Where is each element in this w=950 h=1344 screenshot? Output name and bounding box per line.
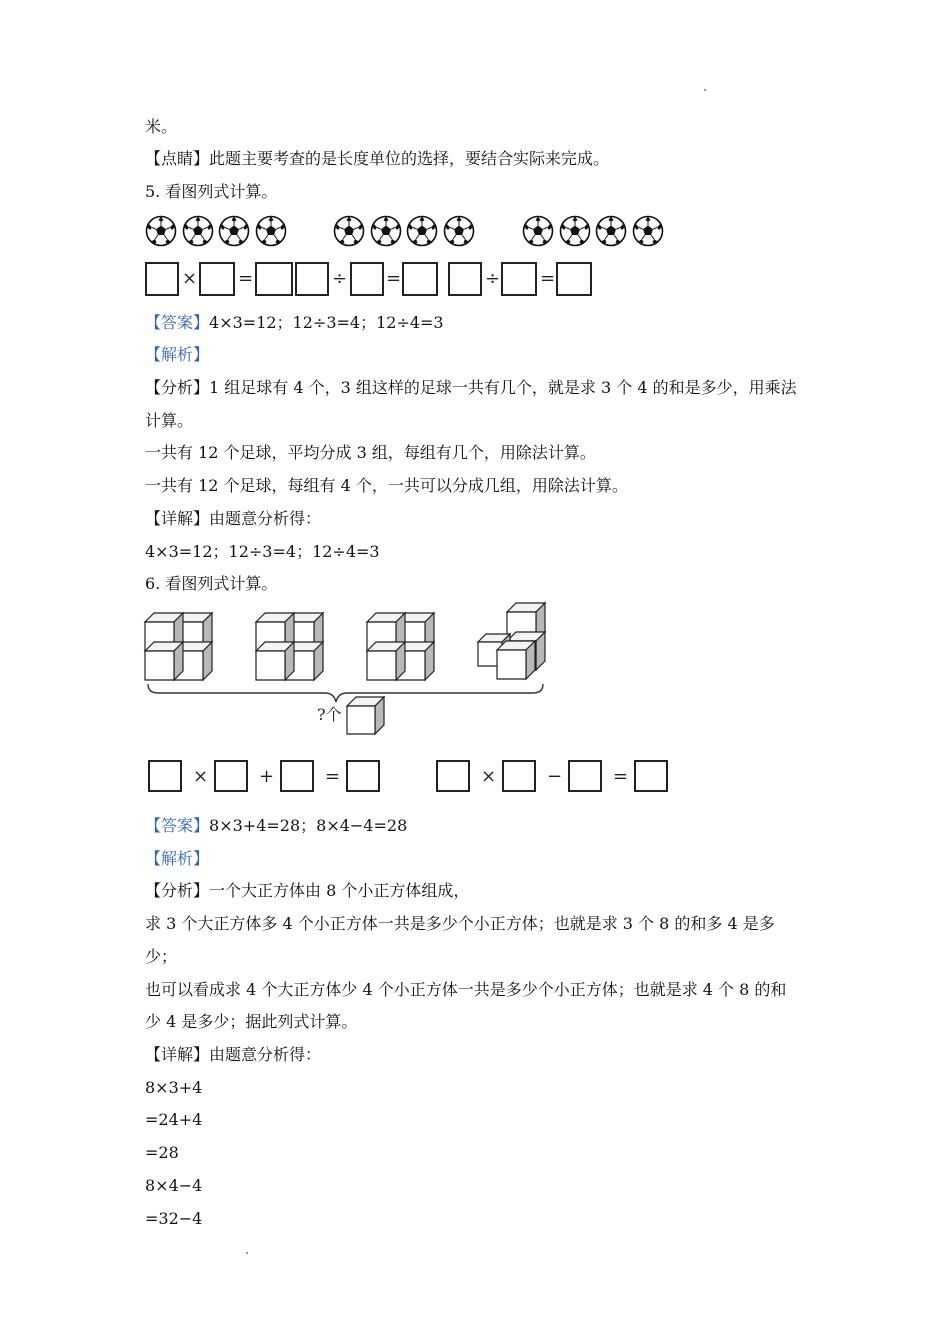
q6-box-8[interactable]	[634, 760, 668, 792]
q6-fenxi-4: 也可以看成求 4 个大正方体少 4 个小正方体一共是多少个小正方体；也就是求 4 个 8 的和	[145, 980, 787, 999]
q6-fenxi-3: 少；	[145, 947, 178, 966]
unit-cube	[347, 697, 384, 734]
q5-box-4[interactable]	[295, 262, 329, 296]
soccer-ball-icon	[595, 215, 627, 251]
q5-equals-sign-2: =	[386, 268, 402, 289]
q6-answer-tag: 【答案】	[145, 816, 210, 835]
soccer-ball-icon	[559, 215, 591, 251]
q5-result: 4×3=12；12÷3=4；12÷4=3	[145, 542, 380, 561]
q6-box-3[interactable]	[280, 760, 314, 792]
soccer-ball-icon	[443, 215, 475, 251]
q6-jiexi: 【解析】	[145, 849, 210, 868]
q5-box-2[interactable]	[199, 262, 235, 296]
soccer-ball-icon	[182, 215, 214, 251]
q5-box-5[interactable]	[350, 262, 384, 296]
q6-times-sign-1: ×	[193, 766, 209, 787]
q6-box-4[interactable]	[346, 760, 380, 792]
q6-step-5: =32−4	[145, 1209, 203, 1228]
q6-answer	[145, 815, 407, 837]
cube-front-face	[367, 651, 396, 680]
q6-step-3: =28	[145, 1143, 179, 1162]
q6-question-label: ?个	[317, 705, 342, 724]
q6-box-2[interactable]	[214, 760, 248, 792]
q6-box-6[interactable]	[502, 760, 536, 792]
q6-times-sign-2: ×	[481, 766, 497, 787]
q6-box-5[interactable]	[436, 760, 470, 792]
big-cube-2	[256, 613, 323, 680]
soccer-ball-icon	[370, 215, 402, 251]
small-cubes-group	[478, 603, 545, 679]
q5-answer-tag: 【答案】	[145, 313, 210, 332]
q5-answer-text: 4×3=12；12÷3=4；12÷4=3	[209, 313, 444, 332]
soccer-ball-icon	[406, 215, 438, 251]
q5-title: 5. 看图列式计算。	[145, 182, 278, 201]
q5-box-1[interactable]	[145, 262, 179, 296]
q5-times-sign: ×	[182, 268, 198, 289]
cube-front-face	[145, 651, 174, 680]
q5-box-9[interactable]	[556, 262, 592, 296]
q5-divide-sign-2: ÷	[485, 268, 501, 289]
big-cube-3	[367, 613, 434, 680]
dianjing-text: 【点睛】此题主要考查的是长度单位的选择，要结合实际来完成。	[145, 149, 610, 168]
soccer-ball-icon	[255, 215, 287, 251]
q5-equals-sign-3: =	[540, 268, 556, 289]
q5-fenxi-4: 一共有 12 个足球，每组有 4 个，一共可以分成几组，用除法计算。	[145, 476, 628, 495]
q6-box-1[interactable]	[148, 760, 182, 792]
soccer-ball-icon	[632, 215, 664, 251]
q5-box-6[interactable]	[402, 262, 438, 296]
q6-equals-sign-2: =	[613, 766, 629, 787]
q6-minus-sign: −	[547, 766, 563, 787]
q6-fenxi-5: 少 4 是多少；据此列式计算。	[145, 1012, 358, 1031]
q6-equals-sign-1: =	[325, 766, 341, 787]
q5-box-7[interactable]	[448, 262, 482, 296]
q5-fenxi-3: 一共有 12 个足球，平均分成 3 组，每组有几个，用除法计算。	[145, 443, 596, 462]
cube-front-face	[256, 651, 285, 680]
q5-divide-sign-1: ÷	[332, 268, 348, 289]
brace	[148, 684, 543, 702]
soccer-ball-icon	[333, 215, 365, 251]
q6-box-7[interactable]	[568, 760, 602, 792]
soccer-ball-icon	[218, 215, 250, 251]
q6-fenxi-1: 【分析】一个大正方体由 8 个小正方体组成，	[145, 881, 470, 900]
cubes-figure	[140, 598, 560, 743]
q6-step-1: 8×3+4	[145, 1078, 203, 1097]
q5-equals-sign-1: =	[238, 268, 254, 289]
soccer-ball-icon	[522, 215, 554, 251]
text-top: 米。	[145, 117, 178, 136]
q6-title: 6. 看图列式计算。	[145, 574, 278, 593]
q6-fenxi-2: 求 3 个大正方体多 4 个小正方体一共是多少个小正方体；也就是求 3 个 8 的和多 4 是多	[145, 914, 775, 933]
q6-step-4: 8×4−4	[145, 1176, 203, 1195]
q5-fenxi-2: 计算。	[145, 411, 194, 430]
soccer-ball-icon	[145, 215, 177, 251]
big-cube-1	[145, 613, 212, 680]
q5-box-3[interactable]	[255, 262, 293, 296]
q5-jiexi: 【解析】	[145, 345, 210, 364]
q5-fenxi-1: 【分析】1 组足球有 4 个，3 组这样的足球一共有几个，就是求 3 个 4 的和是多少，用乘法	[145, 378, 797, 397]
cube-front-face	[497, 650, 526, 679]
q6-answer-text: 8×3+4=28；8×4−4=28	[209, 816, 408, 835]
q5-answer	[145, 312, 444, 334]
q6-plus-sign: +	[259, 766, 275, 787]
cube-front-face	[347, 706, 375, 734]
q6-step-2: =24+4	[145, 1110, 203, 1129]
q5-xiangjie: 【详解】由题意分析得：	[145, 509, 322, 528]
q5-box-8[interactable]	[501, 262, 537, 296]
q6-xiangjie: 【详解】由题意分析得：	[145, 1045, 322, 1064]
scan-dot-top	[704, 89, 706, 91]
scan-dot-bottom	[246, 1252, 248, 1254]
